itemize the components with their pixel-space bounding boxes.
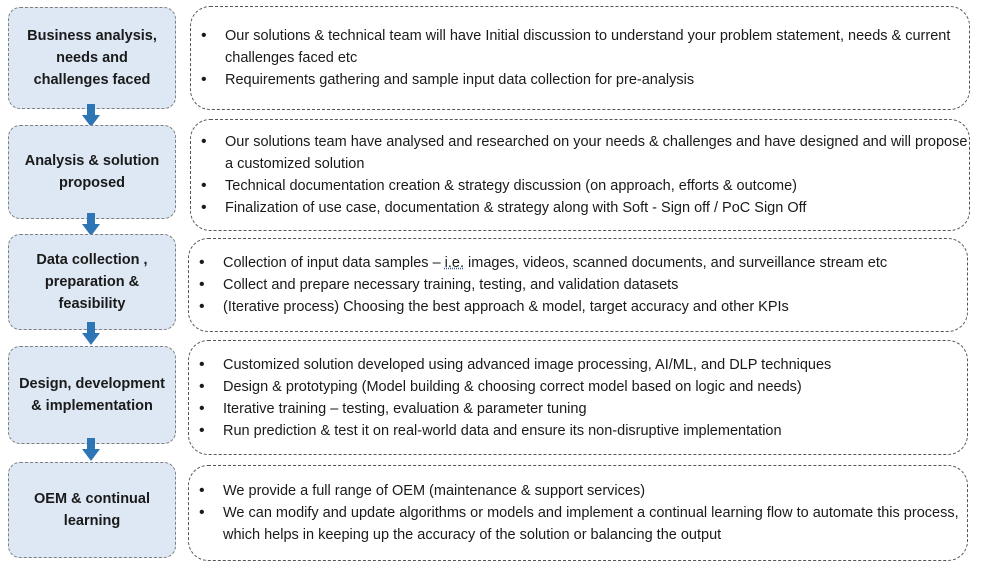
list-item: • Finalization of use case, documentation & strategy along with Soft - Sign off / PoC Sign Off [225, 197, 969, 219]
stage-label: OEM & continual learning [34, 491, 150, 529]
description-box-design-development [188, 340, 968, 455]
stage-label: Data collection , preparation & feasibility [36, 252, 148, 312]
list-item: • (Iterative process) Choosing the best approach & model, target accuracy and other KPIs [223, 296, 887, 318]
list-item: • Iterative training – testing, evaluation & parameter tuning [223, 398, 831, 420]
description-box-data-collection [188, 238, 968, 332]
list-item: • Our solutions team have analysed and researched on your needs & challenges and have designed and will propose a customized solution [225, 131, 969, 175]
stage-box-oem-learning [8, 462, 176, 558]
description-box-business-analysis [190, 6, 970, 110]
stage-box-analysis-solution [8, 125, 176, 219]
stage-box-business-analysis [8, 7, 176, 109]
list-item: • Collection of input data samples – i.e. images, videos, scanned documents, and surveillance stream etc [223, 252, 887, 274]
bullet-list [191, 25, 969, 91]
down-arrow-icon [81, 438, 101, 462]
bullet-list [191, 131, 969, 219]
list-item: • Our solutions & technical team will have Initial discussion to understand your problem statement, needs & current challenges faced etc [225, 25, 969, 69]
bullet-list [189, 354, 831, 442]
list-item: • Technical documentation creation & strategy discussion (on approach, efforts & outcome) [225, 175, 969, 197]
list-item: • Customized solution developed using advanced image processing, AI/ML, and DLP techniques [223, 354, 831, 376]
stage-label: Analysis & solution proposed [24, 153, 160, 191]
list-item: • Design & prototyping (Model building & choosing correct model based on logic and needs) [223, 376, 831, 398]
list-item: • We provide a full range of OEM (maintenance & support services) [223, 480, 967, 502]
list-item: • We can modify and update algorithms or models and implement a continual learning flow to automate this process, which helps in keeping up the accuracy of the solution or balancing the output [223, 502, 967, 546]
description-box-analysis-solution [190, 119, 970, 231]
bullet-list [189, 480, 967, 546]
stage-label: Design, development & implementation [19, 376, 165, 414]
stage-box-data-collection [8, 234, 176, 330]
stage-label: Business analysis, needs and challenges faced [27, 28, 157, 88]
down-arrow-icon [81, 322, 101, 346]
stage-box-design-development [8, 346, 176, 444]
list-item: • Requirements gathering and sample input data collection for pre-analysis [225, 69, 969, 91]
description-box-oem-learning [188, 465, 968, 561]
list-item: • Collect and prepare necessary training, testing, and validation datasets [223, 274, 887, 296]
list-item: • Run prediction & test it on real-world data and ensure its non-disruptive implementation [223, 420, 831, 442]
bullet-list [189, 252, 887, 318]
